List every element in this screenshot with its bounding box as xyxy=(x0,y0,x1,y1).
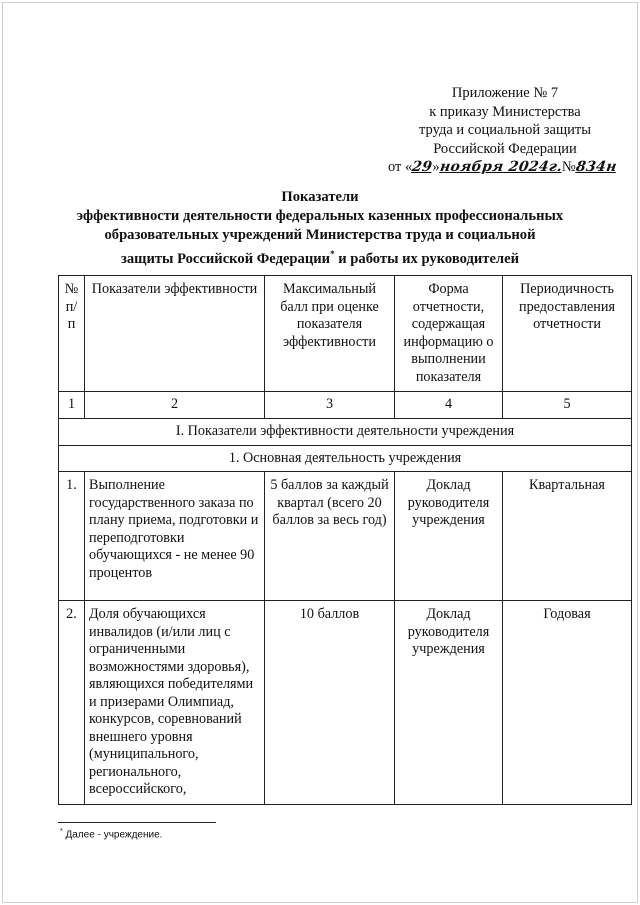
footnote-divider xyxy=(58,822,216,823)
column-number: 3 xyxy=(265,392,395,419)
row-num: 2. xyxy=(59,601,85,805)
subsection-title: 1. Основная деятельность учреждения xyxy=(59,445,632,472)
footnote xyxy=(60,828,162,840)
row-indicator: Доля обучающихся инвалидов (и/или лиц с ограниченными возможностями здоровья), являющихся победителями и призерами Олимпиад, конкурсов, соревнований внешнего уровня (муниципального, регионального, всероссийского, xyxy=(85,601,265,805)
title-line-2: эффективности деятельности федеральных казенных профессиональных xyxy=(76,208,564,224)
table-header-row xyxy=(59,276,632,392)
footnote-text: Далее - учреждение. xyxy=(62,829,163,841)
indicators-table xyxy=(58,275,632,805)
row-indicator: Выполнение государственного заказа по плану приема, подготовки и переподготовки обучающихся - не менее 90 процентов xyxy=(85,472,265,601)
footnote-mark: * xyxy=(60,828,63,835)
appendix-country: Российской Федерации xyxy=(433,140,577,157)
section-title: I. Показатели эффективности деятельности учреждения xyxy=(59,419,632,446)
appendix-ministry: труда и социальной защиты xyxy=(419,122,591,138)
section-row xyxy=(59,419,632,446)
row-num: 1. xyxy=(59,472,85,601)
column-number: 1 xyxy=(59,392,85,419)
appendix-order-ref: к приказу Министерства xyxy=(429,103,581,120)
header-num: № п/п xyxy=(59,276,85,392)
row-report-form: Доклад руководителя учреждения xyxy=(395,601,503,805)
title-line-4a: защиты Российской Федерации xyxy=(120,250,331,267)
column-number: 2 xyxy=(85,392,265,419)
title-line-4b: и работы их руководителей xyxy=(334,250,520,267)
order-date-prefix: от « xyxy=(388,159,413,175)
row-report-form: Доклад руководителя учреждения xyxy=(395,472,503,601)
order-number-prefix: № xyxy=(561,159,576,175)
order-number: 834н xyxy=(574,159,618,175)
row-periodicity: Годовая xyxy=(503,601,632,805)
table-row xyxy=(59,601,632,805)
order-date-mid: » xyxy=(432,159,440,175)
document-title xyxy=(60,188,580,269)
table-row xyxy=(59,472,632,601)
title-line-3: образовательных учреждений Министерства труда и социальной xyxy=(104,227,536,243)
column-numbers-row xyxy=(59,392,632,419)
column-number: 4 xyxy=(395,392,503,419)
order-day: 29 xyxy=(411,159,434,175)
appendix-number: Приложение № 7 xyxy=(451,85,559,101)
header-report-form: Форма отчетности, содержащая информацию о выполнении показателя xyxy=(395,276,503,392)
title-footnote-mark: * xyxy=(330,249,335,259)
row-periodicity: Квартальная xyxy=(503,472,632,601)
column-number: 5 xyxy=(503,392,632,419)
row-max-score: 10 баллов xyxy=(265,601,395,805)
order-month-year: ноября 2024г. xyxy=(438,159,564,175)
title-line-4 xyxy=(60,245,580,269)
order-date-line xyxy=(388,158,618,177)
header-indicator: Показатели эффективности xyxy=(85,276,265,392)
row-max-score: 5 баллов за каждый квартал (всего 20 баллов за весь год) xyxy=(265,472,395,601)
header-periodicity: Периодичность предоставления отчетности xyxy=(503,276,632,392)
title-line-1: Показатели xyxy=(281,189,359,205)
header-max-score: Максимальный балл при оценке показателя эффективности xyxy=(265,276,395,392)
appendix-header xyxy=(388,84,618,177)
subsection-row xyxy=(59,445,632,472)
